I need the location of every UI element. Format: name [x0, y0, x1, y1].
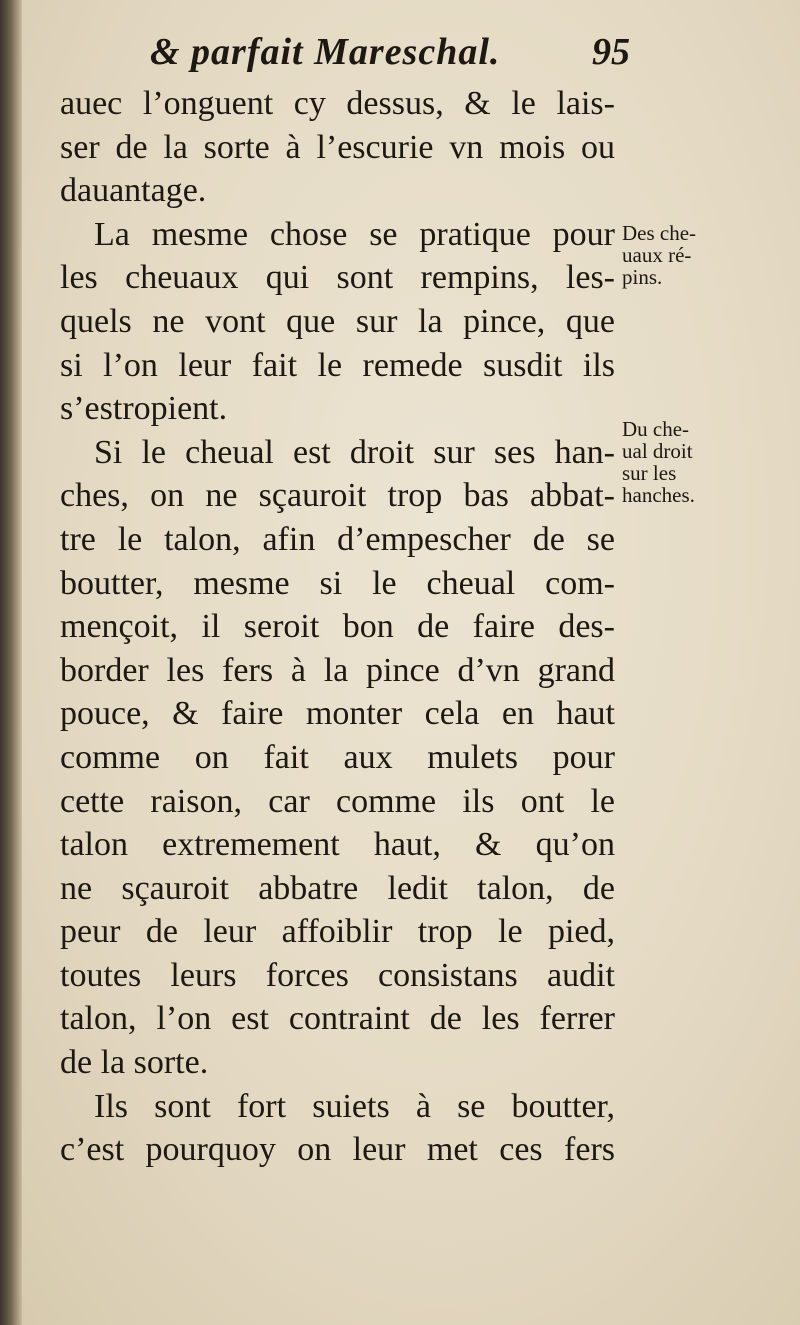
margin-note-line: uaux ré- [622, 243, 692, 267]
body-text [60, 82, 615, 1172]
text-line: c’est pourquoy on leur met ces fers [60, 1131, 615, 1169]
margin-note-line: Du che- [622, 417, 690, 441]
text-line: de la sorte. [60, 1044, 209, 1082]
text-line: boutter, mesme si le cheual com- [60, 564, 615, 602]
text-line: pouce, & faire monter cela en haut [60, 695, 615, 733]
text-line: quels ne vont que sur la pince, que [60, 302, 615, 340]
text-line: border les fers à la pince d’vn grand [60, 651, 615, 689]
running-head: & parfait Mareschal. [150, 31, 501, 73]
margin-note-line: ual droit [622, 439, 693, 463]
text-line: comme on fait aux mulets pour [60, 738, 615, 776]
text-line: peur de leur affoiblir trop le pied, [60, 913, 615, 951]
text-line: auec l’onguent cy dessus, & le lais- [60, 85, 615, 122]
text-line: les cheuaux qui sont rempins, les- [60, 259, 615, 297]
margin-note-line: pins. [622, 265, 663, 289]
margin-note-line: sur les [622, 461, 677, 485]
text-line: tre le talon, afin d’empescher de se [60, 520, 615, 558]
text-line: cette raison, car comme ils ont le [60, 782, 615, 820]
margin-note-line: Des che- [622, 221, 697, 245]
text-line: toutes leurs forces consistans audit [60, 956, 615, 994]
text-line: talon, l’on est contraint de les ferrer [60, 1000, 615, 1038]
text-line: ser de la sorte à l’escurie vn mois ou [60, 128, 615, 166]
text-line: talon extremement haut, & qu’on [60, 826, 615, 864]
text-line: ches, on ne sçauroit trop bas abbat- [60, 477, 615, 515]
text-line: ne sçauroit abbatre ledit talon, de [60, 869, 615, 907]
page-number: 95 [592, 31, 630, 73]
margin-note-line: hanches. [622, 483, 695, 507]
text-line: s’estropient. [60, 390, 228, 428]
text-line: si l’on leur fait le remede susdit ils [60, 346, 615, 384]
text-line: Ils sont fort suiets à se boutter, [94, 1087, 615, 1125]
text-line: Si le cheual est droit sur ses han- [94, 433, 615, 471]
text-line: La mesme chose se pratique pour [94, 215, 615, 253]
binding-gutter [0, 0, 22, 1325]
margin-note-rempins [622, 222, 742, 288]
margin-note-hanches [622, 418, 742, 506]
text-line: dauantage. [60, 172, 207, 210]
text-line: mençoit, il seroit bon de faire des- [60, 608, 615, 646]
page-header [150, 30, 630, 86]
